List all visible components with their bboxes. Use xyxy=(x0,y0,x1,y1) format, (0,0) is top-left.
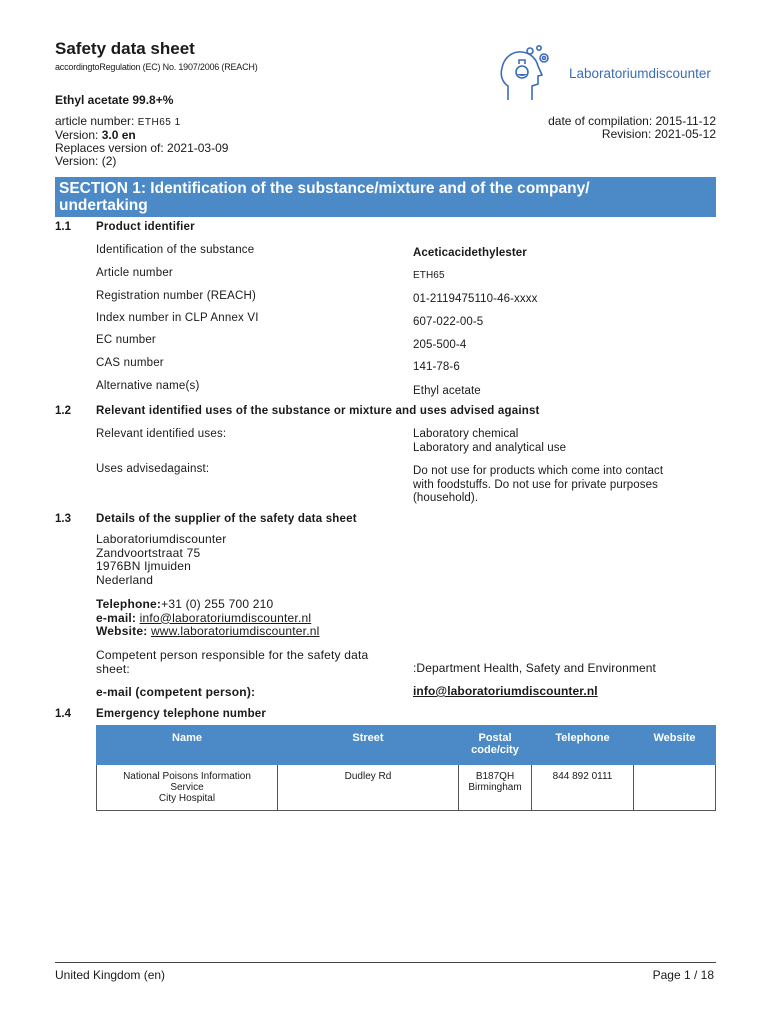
article-number-value: ETH65 1 xyxy=(137,117,181,128)
cell-name-line: Service xyxy=(170,782,204,793)
subsection-1-3-number: 1.3 xyxy=(55,513,71,525)
registration-value: 01-2119475110-46-xxxx xyxy=(413,293,538,305)
column-header-street: Street xyxy=(278,726,459,765)
footer-country: United Kingdom (en) xyxy=(55,968,166,982)
relevant-uses-line: Laboratory chemical xyxy=(413,428,519,440)
subsection-1-2-heading: Relevant identified uses of the substance or mixture and uses advised against xyxy=(96,405,540,417)
index-number-label: Index number in CLP Annex VI xyxy=(96,312,259,324)
competent-person-line: Competent person responsible for the safety data xyxy=(96,648,369,662)
uses-advised-against-label: Uses advisedagainst: xyxy=(96,463,210,475)
subsection-1-2-number: 1.2 xyxy=(55,405,71,417)
cell-postal-line: B187QH xyxy=(475,771,515,782)
supplier-contacts xyxy=(96,598,319,639)
subsection-1-4-heading: Emergency telephone number xyxy=(96,708,267,720)
supplier-city: 1976BN Ijmuiden xyxy=(96,559,192,573)
column-header-postal: Postal code/city xyxy=(459,726,532,765)
table-row xyxy=(97,765,716,811)
article-number-row-value: ETH65 xyxy=(413,270,445,281)
supplier-address xyxy=(96,533,226,587)
identification-label: Identification of the substance xyxy=(96,244,255,256)
cell-name-line: City Hospital xyxy=(158,793,216,804)
email-label: e-mail: xyxy=(96,610,137,625)
supplier-country: Nederland xyxy=(96,572,154,587)
product-name: Ethyl acetate 99.8+% xyxy=(55,93,174,107)
page-number: Page 1 / 18 xyxy=(652,968,714,982)
cell-postal xyxy=(459,765,532,811)
regulation-subtitle: accordingtoRegulation (EC) No. 1907/2006 (REACH) xyxy=(55,62,258,72)
section-1-title-line2: undertaking xyxy=(59,197,148,214)
cas-number-label: CAS number xyxy=(96,357,164,369)
ec-number-value: 205-500-4 xyxy=(413,339,467,351)
advised-against-line: Do not use for products which come into contact xyxy=(413,465,664,477)
advised-against-line: (household). xyxy=(413,492,479,504)
footer-divider xyxy=(55,962,716,963)
section-1-heading xyxy=(55,177,716,217)
revision-date: Revision: 2021-05-12 xyxy=(601,127,716,141)
subsection-1-1-number: 1.1 xyxy=(55,221,71,233)
email-link[interactable]: info@laboratoriumdiscounter.nl xyxy=(139,610,312,625)
emergency-contacts-table xyxy=(96,725,716,811)
relevant-uses-line: Laboratory and analytical use xyxy=(413,441,567,454)
subsection-1-3-heading: Details of the supplier of the safety data sheet xyxy=(96,513,357,525)
supplier-street: Zandvoortstraat 75 xyxy=(96,545,201,560)
replaces-version: Replaces version of: 2021-03-09 xyxy=(55,141,229,155)
cas-number-value: 141-78-6 xyxy=(413,361,460,373)
alternative-name-label: Alternative name(s) xyxy=(96,380,200,392)
cell-name-line: National Poisons Information xyxy=(123,771,251,782)
competent-email-label: e-mail (competent person): xyxy=(96,685,256,699)
version-value: 3.0 en xyxy=(101,128,136,142)
uses-advised-against-value xyxy=(413,465,663,506)
advised-against-line: with foodstuffs. Do not use for private purposes xyxy=(413,478,658,491)
section-1-title-line1: SECTION 1: Identification of the substance/mixture and of the company/ xyxy=(59,180,590,197)
document-title: Safety data sheet xyxy=(55,39,195,58)
telephone-label: Telephone: xyxy=(96,597,162,611)
registration-label: Registration number (REACH) xyxy=(96,290,257,302)
column-header-telephone: Telephone xyxy=(532,726,634,765)
subsection-1-1-heading: Product identifier xyxy=(96,221,195,233)
column-header-website: Website xyxy=(634,726,716,765)
website-link[interactable]: www.laboratoriumdiscounter.nl xyxy=(150,624,320,638)
telephone-value: +31 (0) 255 700 210 xyxy=(161,597,274,611)
article-number-row-label: Article number xyxy=(96,267,173,279)
competent-person-label xyxy=(96,649,368,676)
competent-person-line: sheet: xyxy=(96,661,130,676)
document-meta-right xyxy=(548,115,716,141)
document-meta-left xyxy=(55,115,228,168)
relevant-uses-label: Relevant identified uses: xyxy=(96,428,227,440)
subsection-1-4-number: 1.4 xyxy=(55,708,71,720)
version-paren: Version: (2) xyxy=(55,154,117,168)
website-label: Website: xyxy=(96,624,148,638)
table-header-row xyxy=(97,726,716,765)
cell-name xyxy=(97,765,278,811)
identification-value: Aceticacidethylester xyxy=(413,247,527,259)
relevant-uses-value xyxy=(413,428,566,455)
version-label: Version: xyxy=(55,128,99,142)
cell-street: Dudley Rd xyxy=(278,765,459,811)
competent-person-value: :Department Health, Safety and Environment xyxy=(413,661,656,675)
competent-email-link[interactable]: info@laboratoriumdiscounter.nl xyxy=(413,684,598,698)
column-header-name: Name xyxy=(97,726,278,765)
supplier-company: Laboratoriumdiscounter xyxy=(96,532,227,546)
compilation-date: date of compilation: 2015-11-12 xyxy=(548,114,716,128)
index-number-value: 607-022-00-5 xyxy=(413,316,484,328)
cell-website xyxy=(634,765,716,811)
alternative-name-value: Ethyl acetate xyxy=(413,385,481,397)
logo-wordmark: Laboratoriumdiscounter xyxy=(569,66,711,81)
cell-telephone: 844 892 0111 xyxy=(532,765,634,811)
article-number-label: article number: xyxy=(55,114,135,128)
ec-number-label: EC number xyxy=(96,334,156,346)
cell-postal-line: Birmingham xyxy=(468,782,522,793)
